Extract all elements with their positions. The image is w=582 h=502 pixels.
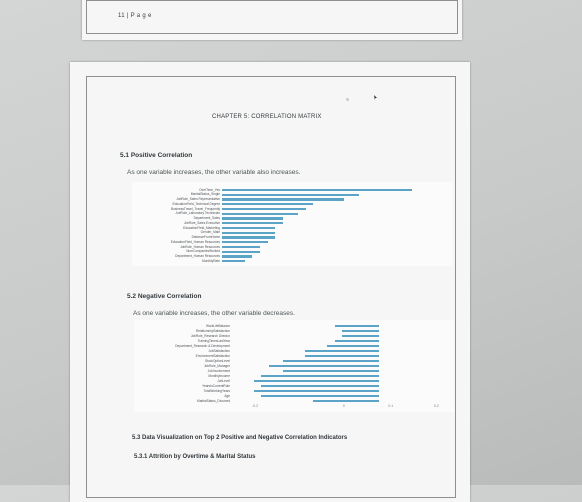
positive-chart-labels bbox=[132, 188, 220, 264]
subsection-heading-attrition: 5.3.1 Attrition by Overtime & Marital Status bbox=[134, 454, 256, 460]
bar bbox=[222, 236, 275, 238]
bar bbox=[327, 345, 378, 347]
bar bbox=[222, 217, 283, 219]
dust-speck bbox=[346, 98, 349, 101]
category-label: Age bbox=[224, 393, 230, 398]
bar bbox=[222, 251, 260, 253]
bar bbox=[261, 385, 378, 387]
category-label: EducationField_Human Resources bbox=[170, 239, 220, 244]
bar bbox=[335, 325, 379, 327]
category-label: EducationField_Technical Degree bbox=[172, 201, 220, 206]
bar bbox=[222, 198, 344, 200]
bar bbox=[222, 241, 268, 243]
bar bbox=[222, 227, 275, 229]
category-label: OverTime_Yes bbox=[199, 187, 220, 192]
category-label: TotalWorkingYears bbox=[203, 388, 230, 393]
x-tick-label: 0 bbox=[342, 404, 345, 408]
bar bbox=[222, 189, 412, 191]
bar bbox=[305, 350, 378, 352]
bar bbox=[222, 246, 260, 248]
bar bbox=[335, 340, 379, 342]
x-tick-label: 0.2 bbox=[433, 404, 439, 408]
bar bbox=[283, 370, 378, 372]
bar bbox=[222, 255, 252, 257]
category-label: JobRole_Sales Representative bbox=[176, 197, 220, 201]
category-label: Department_Human Resources bbox=[175, 254, 220, 258]
category-label: JobRole_Laboratory Technician bbox=[175, 211, 220, 216]
category-label: WorkLifeBalance bbox=[205, 323, 230, 328]
category-label: JobRole_Manager bbox=[203, 363, 230, 368]
category-label: RelationshipSatisfaction bbox=[195, 328, 230, 333]
category-label: JobRole_Research Director bbox=[190, 333, 230, 338]
category-label: MonthlyIncome bbox=[208, 373, 230, 378]
category-label: JobInvolvement bbox=[207, 368, 230, 373]
bar bbox=[222, 260, 245, 262]
positive-correlation-chart bbox=[132, 182, 452, 266]
bar bbox=[254, 380, 379, 382]
bar bbox=[254, 390, 379, 392]
category-label: BusinessTravel_Travel_Frequently bbox=[170, 206, 220, 211]
section-heading-visualization: 5.3 Data Visualization on Top 2 Positive and Negative Correlation Indicators bbox=[132, 435, 348, 441]
category-label: StockOptionLevel bbox=[205, 358, 230, 363]
bar bbox=[222, 232, 275, 234]
category-label: MaritalStatus_Divorced bbox=[197, 398, 230, 403]
negative-chart-x-axis bbox=[232, 404, 452, 410]
category-label: JobRole_Human Resources bbox=[180, 244, 220, 249]
category-label: Department_Sales bbox=[193, 216, 220, 220]
bar bbox=[222, 203, 313, 205]
category-label: JobRole_Sales Executive bbox=[183, 220, 220, 225]
category-label: NumCompaniesWorked bbox=[186, 249, 220, 254]
category-label: DistanceFromHome bbox=[191, 235, 220, 239]
bar bbox=[261, 395, 378, 397]
category-label: TrainingTimesLastYear bbox=[197, 338, 230, 343]
x-tick-label: 0.1 bbox=[388, 404, 394, 408]
section-heading-positive: 5.1 Positive Correlation bbox=[120, 152, 193, 159]
x-tick-label: -0.2 bbox=[252, 404, 259, 408]
bar bbox=[342, 330, 379, 332]
bar bbox=[222, 213, 298, 215]
category-label: MaritalStatus_Single bbox=[190, 192, 220, 197]
positive-chart-plot bbox=[222, 188, 450, 264]
previous-page bbox=[82, 0, 462, 40]
category-label: Gender_Male bbox=[200, 230, 220, 235]
bar bbox=[222, 194, 359, 196]
bar bbox=[313, 400, 379, 402]
section-text-negative: As one variable increases, the other variable decreases. bbox=[133, 310, 295, 317]
category-label: EnvironmentSatisfaction bbox=[195, 353, 230, 358]
page-number: 11 | P a g e bbox=[118, 13, 152, 19]
bar bbox=[222, 222, 283, 224]
category-label: MonthlyRate bbox=[202, 258, 220, 263]
category-label: JobSatisfaction bbox=[208, 348, 230, 353]
bar bbox=[222, 208, 306, 210]
negative-chart-labels bbox=[134, 324, 230, 404]
negative-correlation-chart bbox=[134, 320, 454, 412]
section-text-positive: As one variable increases, the other variable also increases. bbox=[127, 169, 301, 176]
section-heading-negative: 5.2 Negative Correlation bbox=[127, 293, 202, 300]
chapter-title: CHAPTER 5: CORRELATION MATRIX bbox=[212, 114, 322, 120]
category-label: EducationField_Marketing bbox=[183, 225, 220, 230]
category-label: YearsInCurrentRole bbox=[202, 383, 230, 388]
category-label: Department_Research & Development bbox=[175, 343, 230, 348]
bar bbox=[261, 375, 378, 377]
bar bbox=[342, 335, 379, 337]
bar bbox=[269, 365, 379, 367]
bar bbox=[283, 360, 378, 362]
bar bbox=[305, 355, 378, 357]
category-label: JobLevel bbox=[217, 378, 230, 383]
negative-chart-plot bbox=[232, 324, 452, 404]
